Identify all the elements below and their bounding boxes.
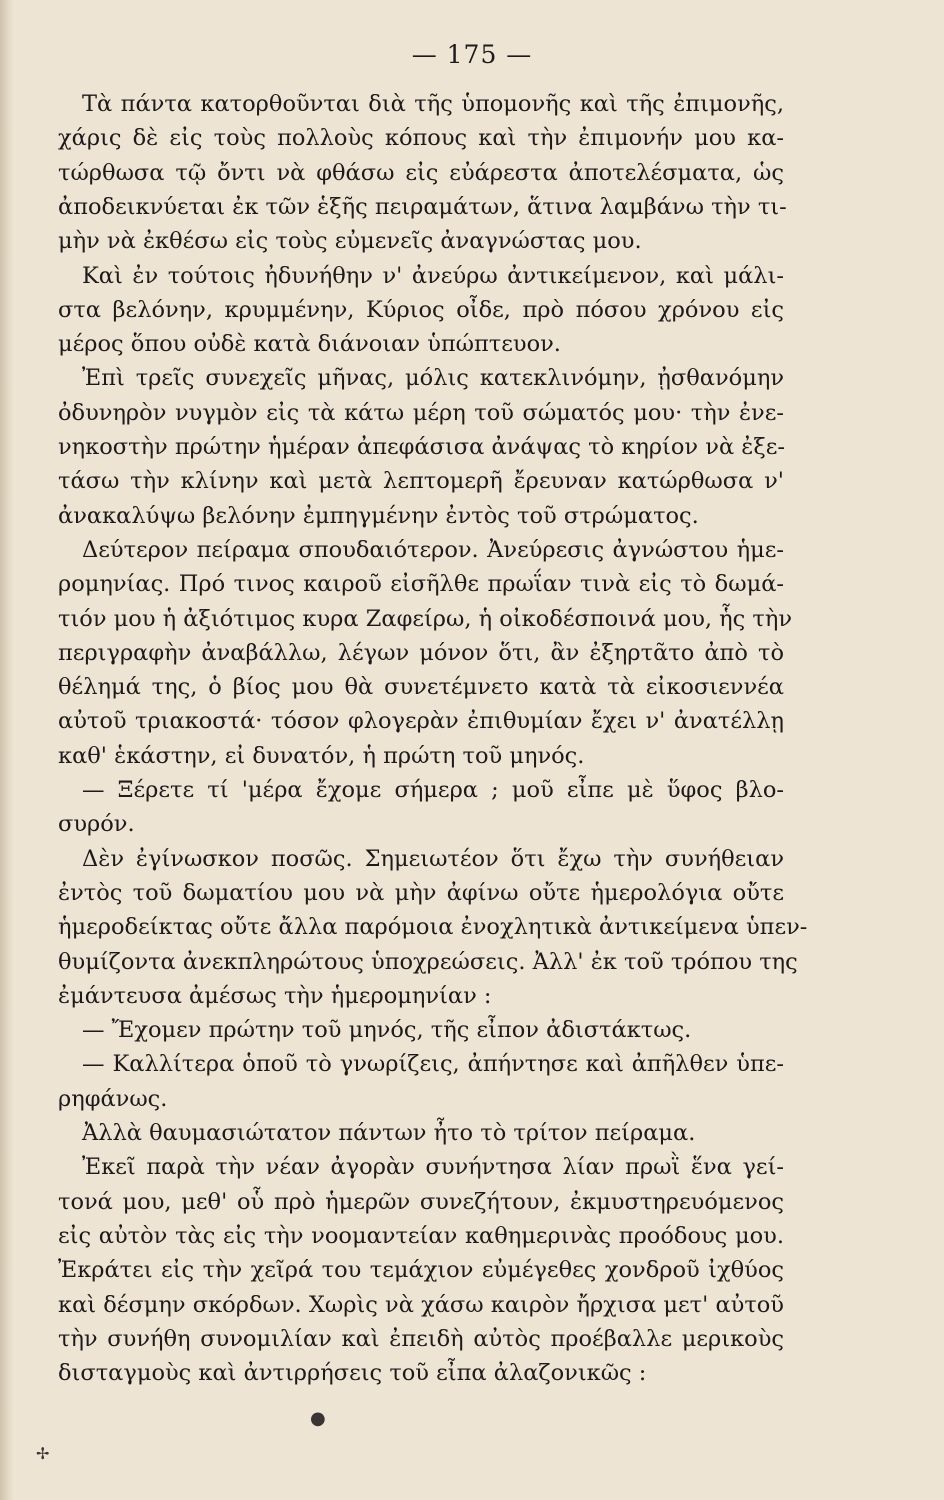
- text-line: καθ' ἑκάστην, εἰ δυνατόν, ἡ πρώτη τοῦ μηνός.: [58, 742, 585, 769]
- text-line: τονά μου, μεθ' οὗ πρὸ ἡμερῶν συνεζήτουν, ἐκμυστηρευόμενος: [58, 1188, 784, 1215]
- text-line: θέλημά της, ὁ βίος μου θὰ συνετέμνετο κατὰ τὰ εἰκοσιεννέα: [58, 674, 784, 701]
- text-line: μὴν νὰ ἐκθέσω εἰς τοὺς εὐμενεῖς ἀναγνώστας μου.: [58, 228, 642, 255]
- text-line: ἀποδεικνύεται ἐκ τῶν ἑξῆς πειραμάτων, ἅτινα λαμβάνω τὴν τι-: [58, 193, 787, 220]
- text-line: ρομηνίας. Πρό τινος καιροῦ εἰσῆλθε πρωΐαν τινὰ εἰς τὸ δωμά-: [58, 571, 784, 598]
- text-line: περιγραφὴν ἀναβάλλω, λέγων μόνον ὅτι, ἂν ἐξηρτᾶτο ἀπὸ τὸ: [58, 639, 784, 666]
- text-line: τάσω τὴν κλίνην καὶ μετὰ λεπτομερῆ ἔρευναν κατώρθωσα ν': [58, 468, 784, 495]
- text-line: Ἐκράτει εἰς τὴν χεῖρά του τεμάχιον εὐμέγεθες χονδροῦ ἰχθύος: [58, 1257, 784, 1284]
- text-line: αὐτοῦ τριακοστά· τόσον φλογερὰν ἐπιθυμίαν ἔχει ν' ἀνατέλλῃ: [58, 708, 784, 735]
- text-line: Καὶ ἐν τούτοις ἠδυνήθην ν' ἀνεύρω ἀντικείμενον, καὶ μάλι-: [82, 262, 784, 289]
- text-line: νηκοστὴν πρώτην ἡμέραν ἀπεφάσισα ἀνάψας τὸ κηρίον νὰ ἐξε-: [58, 434, 786, 460]
- text-line: Δὲν ἐγίνωσκον ποσῶς. Σημειωτέον ὅτι ἔχω τὴν συνήθειαν: [82, 845, 784, 872]
- text-line: τώρθωσα τῷ ὄντι νὰ φθάσω εἰς εὐάρεστα ἀποτελέσματα, ὡς: [58, 159, 784, 186]
- text-line: ἐμάντευσα ἀμέσως τὴν ἡμερομηνίαν :: [58, 982, 492, 1009]
- text-line: Ἐπὶ τρεῖς συνεχεῖς μῆνας, μόλις κατεκλινόμην, ᾐσθανόμην: [82, 365, 784, 392]
- text-line: συρόν.: [58, 811, 135, 838]
- text-line: Δεύτερον πείραμα σπουδαιότερον. Ἀνεύρεσις ἀγνώστου ἡμε-: [82, 536, 784, 563]
- text-line: ἀνακαλύψω βελόνην ἐμπηγμένην ἐντὸς τοῦ στρώματος.: [58, 502, 699, 529]
- text-line: Ἐκεῖ παρὰ τὴν νέαν ἀγορὰν συνήντησα λίαν πρωῒ ἕνα γεί-: [82, 1154, 784, 1181]
- text-line: Τὰ πάντα κατορθοῦνται διὰ τῆς ὑπομονῆς καὶ τῆς ἐπιμονῆς,: [82, 91, 784, 117]
- text-line: τιόν μου ἡ ἀξιότιμος κυρα Ζαφείρω, ἡ οἰκοδέσποινά μου, ἧς τὴν: [58, 605, 793, 632]
- text-line: ἡμεροδείκτας οὔτε ἄλλα παρόμοια ἐνοχλητικὰ ἀντικείμενα ὑπεν-: [58, 914, 808, 941]
- page-number: — 175 —: [411, 40, 533, 69]
- text-line: μέρος ὅπου οὐδὲ κατὰ διάνοιαν ὑπώπτευον.: [58, 331, 561, 358]
- text-line: δισταγμοὺς καὶ ἀντιρρήσεις τοῦ εἶπα ἀλαζονικῶς :: [58, 1360, 647, 1387]
- text-line: — Καλλίτερα ὁποῦ τὸ γνωρίζεις, ἀπήντησε καὶ ἀπῆλθεν ὑπε-: [82, 1051, 784, 1078]
- ink-speck: ●: [310, 1408, 326, 1429]
- text-line: ὀδυνηρὸν νυγμὸν εἰς τὰ κάτω μέρη τοῦ σώματός μου· τὴν ἐνε-: [58, 399, 784, 426]
- text-line: Ἀλλὰ θαυμασιώτατον πάντων ἦτο τὸ τρίτον πείραμα.: [82, 1120, 696, 1146]
- text-line: — Ξέρετε τί 'μέρα ἔχομε σήμερα ; μοῦ εἶπε μὲ ὕφος βλο-: [82, 777, 784, 803]
- text-line: — Ἔχομεν πρώτην τοῦ μηνός, τῆς εἶπον ἀδιστάκτως.: [82, 1017, 692, 1044]
- text-line: εἰς αὐτὸν τὰς εἰς τὴν νοομαντείαν καθημερινὰς προόδους μου.: [58, 1222, 784, 1249]
- text-line: ρηφάνως.: [58, 1085, 168, 1112]
- text-line: στα βελόνην, κρυμμένην, Κύριος οἶδε, πρὸ πόσου χρόνου εἰς: [58, 296, 784, 323]
- text-line: ἐντὸς τοῦ δωματίου μου νὰ μὴν ἀφίνω οὔτε ἡμερολόγια οὔτε: [58, 879, 784, 906]
- text-line: θυμίζοντα ἀνεκπληρώτους ὑποχρεώσεις. Ἀλλ' ἐκ τοῦ τρόπου της: [58, 948, 798, 975]
- text-line: χάρις δὲ εἰς τοὺς πολλοὺς κόπους καὶ τὴν ἐπιμονήν μου κα-: [58, 125, 784, 152]
- text-line: τὴν συνήθη συνομιλίαν καὶ ἐπειδὴ αὐτὸς προέβαλλε μερικοὺς: [58, 1325, 784, 1352]
- text-line: καὶ δέσμην σκόρδων. Χωρὶς νὰ χάσω καιρὸν ἤρχισα μετ' αὐτοῦ: [58, 1291, 784, 1318]
- ink-speck: ✢: [36, 1444, 50, 1463]
